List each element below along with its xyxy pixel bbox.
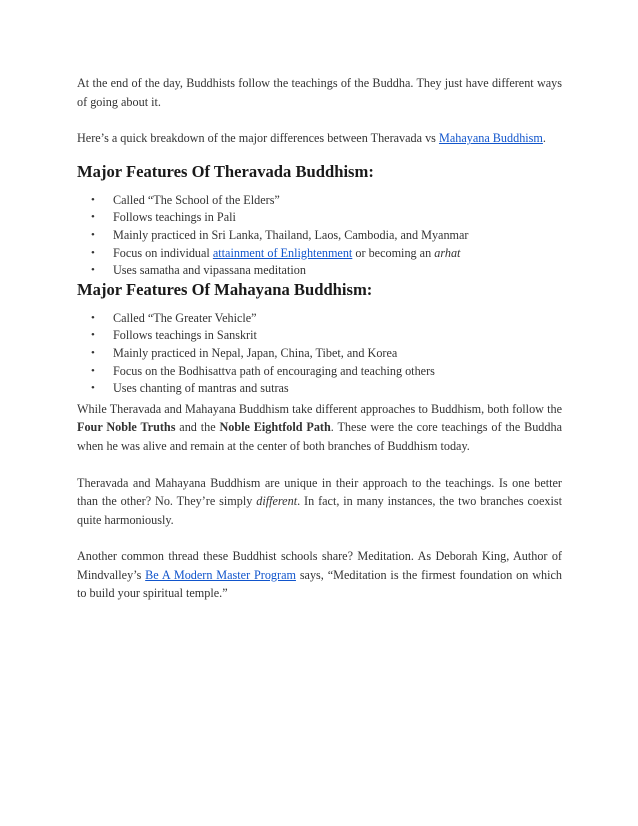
unique-approach-paragraph xyxy=(77,474,562,530)
paragraph-text: While Theravada and Mahayana Buddhism take different approaches to Buddhism, both follow the xyxy=(77,401,562,416)
different-term: different xyxy=(256,494,298,509)
noble-eightfold-path-term: Noble Eightfold Path xyxy=(219,420,331,435)
list-item-text: Follows teachings in Pali xyxy=(113,210,236,225)
bullet-icon: • xyxy=(91,364,95,377)
breakdown-paragraph xyxy=(77,129,562,148)
list-item-text: Uses chanting of mantras and sutras xyxy=(113,381,289,396)
bullet-icon: • xyxy=(91,346,95,359)
list-item-text: Follows teachings in Sanskrit xyxy=(113,328,257,343)
be-a-modern-master-program-link[interactable]: Be A Modern Master Program xyxy=(145,567,296,582)
paragraph-text: . These were the core teachings of the Buddha when he was alive and remain at the center of both branches of Buddhism today. xyxy=(77,420,562,453)
list-item xyxy=(77,363,562,381)
paragraph-text: and the xyxy=(175,420,220,435)
mahayana-buddhism-link[interactable]: Mahayana Buddhism xyxy=(438,131,543,146)
bullet-icon: • xyxy=(91,329,95,342)
paragraph-text: . In fact, in many instances, the two branches coexist quite harmoniously. xyxy=(77,494,563,527)
intro-paragraph: At the end of the day, Buddhists follow the teachings of the Buddha. They just have different ways of going about it. xyxy=(77,76,562,109)
mahayana-list xyxy=(77,310,562,398)
list-item xyxy=(77,380,562,398)
list-item xyxy=(77,245,562,263)
bullet-icon: • xyxy=(91,228,95,241)
bullet-icon: • xyxy=(91,382,95,395)
attainment-of-enlightenment-link[interactable]: attainment of Enlightenment xyxy=(212,245,353,260)
list-item-text: Called “The Greater Vehicle” xyxy=(113,310,257,325)
bullet-icon: • xyxy=(91,246,95,259)
list-item-text: Mainly practiced in Sri Lanka, Thailand, Laos, Cambodia, and Myanmar xyxy=(113,227,469,242)
breakdown-text: Here’s a quick breakdown of the major differences between Theravada vs xyxy=(77,131,439,146)
list-item-text: Mainly practiced in Nepal, Japan, China, Tibet, and Korea xyxy=(113,345,398,360)
list-item-text: Focus on the Bodhisattva path of encouraging and teaching others xyxy=(113,363,435,378)
four-noble-truths-term: Four Noble Truths xyxy=(77,420,176,435)
list-item xyxy=(77,209,562,227)
paragraph-text: Another common thread these Buddhist schools share? Meditation. As Deborah King, Author of Mindvalley’s xyxy=(77,549,562,582)
arhat-term: arhat xyxy=(434,245,461,260)
meditation-paragraph xyxy=(77,547,562,603)
list-item xyxy=(77,327,562,345)
theravada-list xyxy=(77,192,562,280)
list-item-text: or becoming an xyxy=(352,245,435,260)
noble-truths-paragraph xyxy=(77,400,562,456)
bullet-icon: • xyxy=(91,264,95,277)
paragraph-text: Theravada and Mahayana Buddhism are unique in their approach to the teachings. Is one better than the other? No. They’re simply xyxy=(77,475,562,509)
list-item xyxy=(77,227,562,245)
document-page xyxy=(77,74,562,603)
breakdown-period: . xyxy=(542,131,546,146)
list-item xyxy=(77,192,562,210)
list-item-text: Uses samatha and vipassana meditation xyxy=(113,263,306,278)
theravada-heading: Major Features Of Theravada Buddhism: xyxy=(77,161,374,181)
list-item-text: Focus on individual xyxy=(113,245,213,260)
bullet-icon: • xyxy=(91,311,95,324)
mahayana-heading: Major Features Of Mahayana Buddhism: xyxy=(77,279,373,299)
list-item xyxy=(77,345,562,363)
paragraph-text: says, “Meditation is the firmest foundation on which to build your spiritual temple.” xyxy=(77,567,562,601)
list-item xyxy=(77,262,562,280)
list-item-text: Called “The School of the Elders” xyxy=(113,192,280,207)
list-item xyxy=(77,310,562,328)
bullet-icon: • xyxy=(91,193,95,206)
bullet-icon: • xyxy=(91,211,95,224)
